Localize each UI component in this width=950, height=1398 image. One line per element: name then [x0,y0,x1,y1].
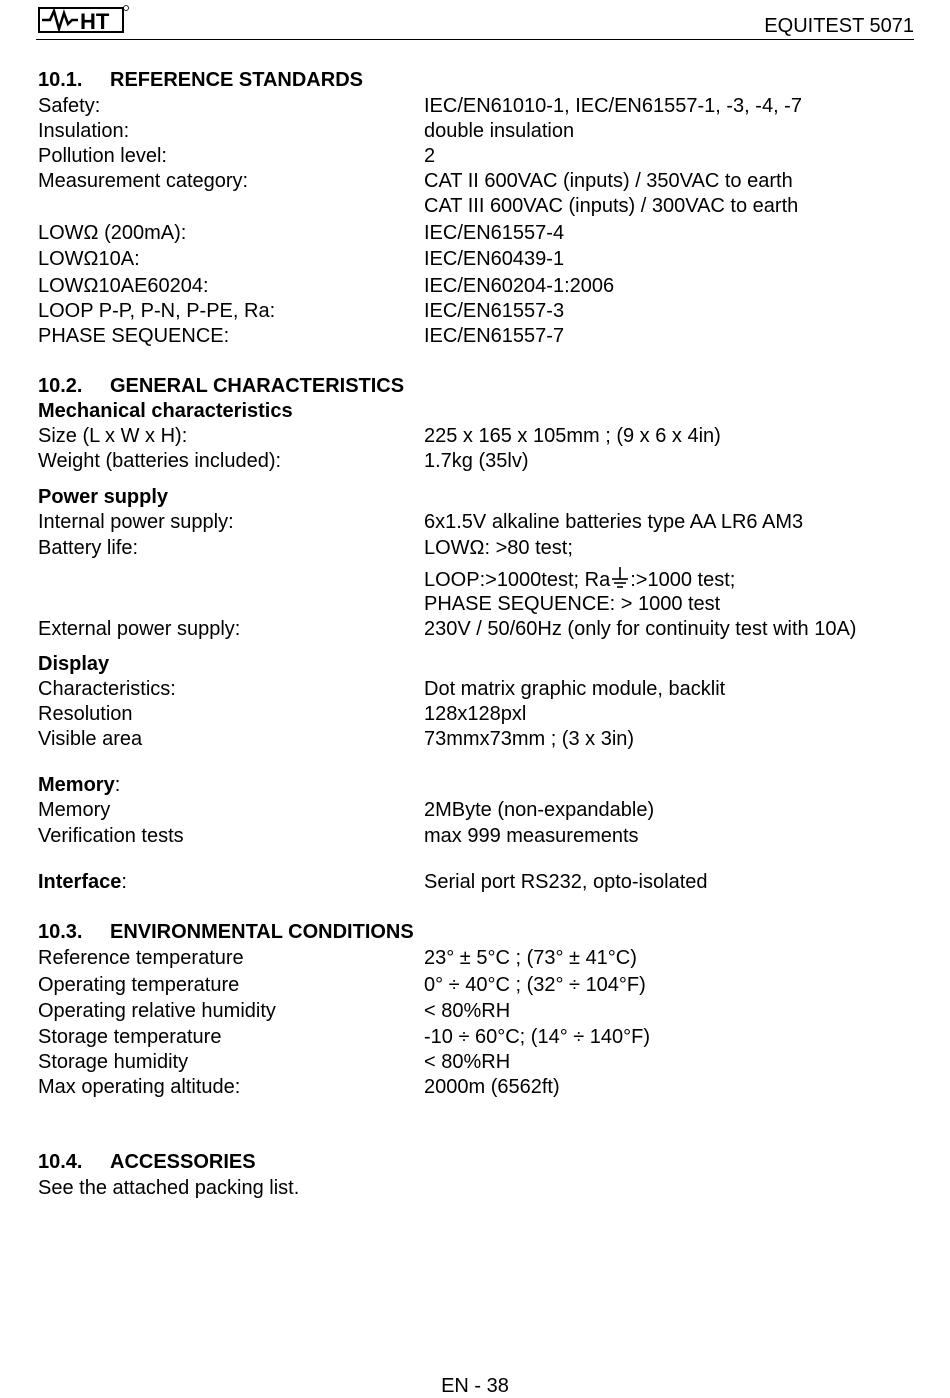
ht-logo-icon [38,4,130,34]
spec-row-visible-area [38,726,918,752]
spec-label: LOWΩ10AE60204: [38,275,209,297]
spec-row-measurement-category [38,168,918,194]
spec-label: LOWΩ10A: [38,248,140,270]
spec-row-safety [38,93,918,119]
spec-row-measurement-category-2 [38,193,918,219]
spec-value: 6x1.5V alkaline batteries type AA LR6 AM3 [424,511,804,533]
subheading-display: Display [38,653,110,675]
spec-label: Visible area [38,728,143,750]
accessories-text: See the attached packing list. [38,1177,300,1199]
spec-value: max 999 measurements [424,825,639,847]
spec-value: IEC/EN60439-1 [424,248,565,270]
spec-label: Insulation: [38,120,130,142]
spec-label: Battery life: [38,537,139,559]
spec-label: Operating relative humidity [38,1000,276,1022]
spec-value: 1.7kg (35lv) [424,450,529,472]
spec-label: Size (L x W x H): [38,425,188,447]
spec-row-max-altitude [38,1074,918,1100]
spec-label: Storage humidity [38,1051,189,1073]
section-number: 10.3. [38,921,83,943]
spec-row-internal-power [38,509,918,535]
section-number: 10.4. [38,1151,83,1173]
spec-row-phase-sequence [38,323,918,349]
spec-row-interface [38,869,918,895]
spec-row-display-characteristics [38,676,918,702]
spec-value: < 80%RH [424,1000,511,1022]
spec-label: LOWΩ (200mA): [38,222,187,244]
spec-label: Weight (batteries included): [38,450,282,472]
spec-row-external-power [38,616,918,642]
spec-row-resolution [38,701,918,727]
section-number: 10.2. [38,375,83,397]
spec-label: Operating temperature [38,974,240,996]
spec-label: Max operating altitude: [38,1076,241,1098]
spec-value: IEC/EN61557-7 [424,325,565,347]
spec-row-storage-humidity [38,1049,918,1075]
section-title: GENERAL CHARACTERISTICS [110,375,405,397]
spec-value: 73mmx73mm ; (3 x 3in) [424,728,635,750]
memory-colon: : [114,774,121,796]
spec-value: IEC/EN61557-3 [424,300,565,322]
spec-value: 2000m (6562ft) [424,1076,560,1098]
spec-row-low-ohm-200ma [38,220,918,246]
spec-row-reference-temperature [38,945,918,971]
spec-row-operating-temperature [38,972,918,998]
spec-row-weight [38,448,918,474]
spec-value: LOWΩ: >80 test; [424,537,573,559]
spec-label: Measurement category: [38,170,249,192]
subheading-power-supply: Power supply [38,486,169,508]
section-heading-environmental-conditions [38,919,414,945]
spec-value: 225 x 165 x 105mm ; (9 x 6 x 4in) [424,425,721,447]
spec-value: CAT III 600VAC (inputs) / 300VAC to earth [424,195,799,217]
spec-value: IEC/EN61010-1, IEC/EN61557-1, -3, -4, -7 [424,95,802,117]
section-heading-general-characteristics [38,373,404,399]
spec-row-battery-life [38,535,918,561]
spec-row-insulation [38,118,918,144]
spec-value: IEC/EN61557-4 [424,222,565,244]
memory-title: Memory [38,774,115,796]
spec-value: 230V / 50/60Hz (only for continuity test with 10A) [424,618,857,640]
spec-row-battery-life-loop [38,566,918,592]
spec-label: Memory [38,799,111,821]
brand-logo [38,4,130,34]
spec-value: 128x128pxl [424,703,527,725]
page-header [36,0,914,42]
spec-label: Pollution level: [38,145,167,167]
spec-row-memory [38,797,918,823]
spec-row-low-ohm-10ae60204 [38,273,918,299]
spec-value: double insulation [424,120,575,142]
loop-prefix: LOOP:>1000test; Ra [424,569,611,591]
spec-value: 2 [424,145,436,167]
spec-value: Dot matrix graphic module, backlit [424,678,726,700]
spec-value: < 80%RH [424,1051,511,1073]
spec-value: IEC/EN60204-1:2006 [424,275,615,297]
section-heading-accessories [38,1149,256,1175]
subheading-mechanical: Mechanical characteristics [38,400,293,422]
loop-suffix: :>1000 test; [630,569,736,591]
spec-label: Safety: [38,95,101,117]
interface-title: Interface [38,871,122,893]
spec-label: External power supply: [38,618,241,640]
spec-label: Reference temperature [38,947,244,969]
spec-row-storage-temperature [38,1024,918,1050]
spec-label: Storage temperature [38,1026,222,1048]
spec-row-size [38,423,918,449]
section-heading-reference-standards [38,67,363,93]
spec-label: Characteristics: [38,678,176,700]
spec-row-battery-life-phase [38,591,918,617]
header-divider [36,39,914,40]
earth-ground-icon [610,566,630,588]
spec-value: Serial port RS232, opto-isolated [424,871,708,893]
spec-row-pollution-level [38,143,918,169]
spec-value: 0° ÷ 40°C ; (32° ÷ 104°F) [424,974,646,996]
spec-label: Verification tests [38,825,184,847]
section-title: ENVIRONMENTAL CONDITIONS [110,921,414,943]
spec-label: Internal power supply: [38,511,234,533]
spec-value: 23° ± 5°C ; (73° ± 41°C) [424,947,637,969]
section-title: REFERENCE STANDARDS [110,69,363,91]
spec-value: CAT II 600VAC (inputs) / 350VAC to earth [424,170,793,192]
spec-value: PHASE SEQUENCE: > 1000 test [424,593,721,615]
spec-value [424,566,735,593]
subheading-memory [38,772,120,798]
document-title: EQUITEST 5071 [764,15,914,37]
spec-label [38,869,127,895]
spec-label: LOOP P-P, P-N, P-PE, Ra: [38,300,276,322]
spec-row-operating-humidity [38,998,918,1024]
spec-row-low-ohm-10a [38,246,918,272]
spec-label: PHASE SEQUENCE: [38,325,230,347]
section-number: 10.1. [38,69,83,91]
interface-colon: : [121,871,127,893]
brand-text: HT [80,9,110,34]
spec-value: 2MByte (non-expandable) [424,799,655,821]
page-number: EN - 38 [441,1375,509,1397]
section-title: ACCESSORIES [110,1151,256,1173]
spec-value: -10 ÷ 60°C; (14° ÷ 140°F) [424,1026,651,1048]
spec-row-loop [38,298,918,324]
spec-row-verification-tests [38,823,918,849]
spec-label: Resolution [38,703,133,725]
